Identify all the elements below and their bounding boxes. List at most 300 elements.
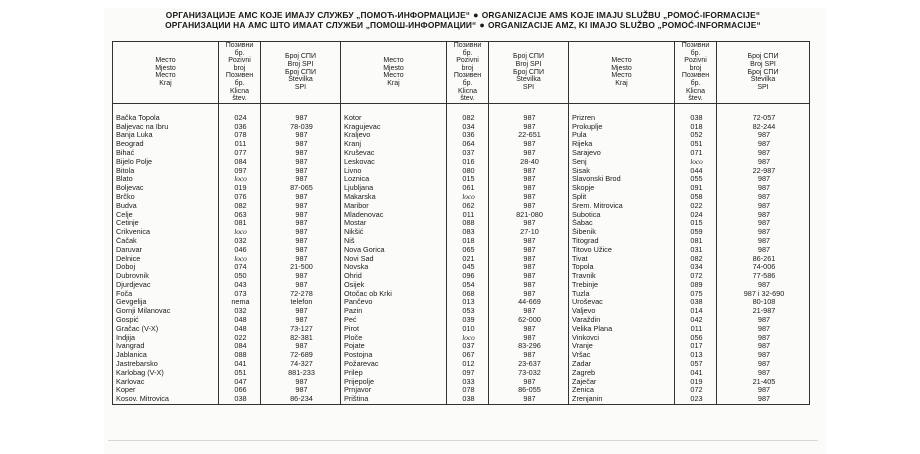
dial-code: 041 xyxy=(675,369,717,378)
spi-number: 987 xyxy=(489,193,569,202)
column-header-place: Место Mjesto Место Kraj xyxy=(113,42,219,104)
dial-code: 042 xyxy=(675,316,717,325)
table-row xyxy=(113,219,810,228)
spacer-cell xyxy=(113,103,219,114)
dial-code: 043 xyxy=(219,281,261,290)
dial-code: 034 xyxy=(447,123,489,132)
place-name: Ljubljana xyxy=(341,184,447,193)
dial-code: loco xyxy=(219,175,261,184)
place-name: Budva xyxy=(113,202,219,211)
place-name: Gospić xyxy=(113,316,219,325)
spi-number: 87-065 xyxy=(261,184,341,193)
place-name: Nikšić xyxy=(341,228,447,237)
place-name: Zrenjanin xyxy=(569,395,675,404)
dial-code: 061 xyxy=(447,184,489,193)
table-row xyxy=(113,114,810,123)
dial-code: 046 xyxy=(219,246,261,255)
table-row xyxy=(113,237,810,246)
spi-number: 987 xyxy=(261,219,341,228)
place-name: Vinkovci xyxy=(569,334,675,343)
dial-code: 096 xyxy=(447,272,489,281)
spi-number: 987 xyxy=(261,281,341,290)
place-name: Zagreb xyxy=(569,369,675,378)
column-header-dial-code: Позивни бр. Pozivni broj Позивен бр. Klicna štev. xyxy=(675,42,717,104)
spi-number: 987 xyxy=(717,202,810,211)
dial-code: 097 xyxy=(447,369,489,378)
dial-code: 072 xyxy=(675,386,717,395)
place-name: Loznica xyxy=(341,175,447,184)
place-name: Gornji Milanovac xyxy=(113,307,219,316)
spi-number: 987 xyxy=(489,237,569,246)
dial-code: 081 xyxy=(219,219,261,228)
place-name: Pirot xyxy=(341,325,447,334)
place-name: Prilep xyxy=(341,369,447,378)
dial-code: nema xyxy=(219,298,261,307)
spi-number: 22-987 xyxy=(717,167,810,176)
spi-number: 881-233 xyxy=(261,369,341,378)
dial-code: 024 xyxy=(219,114,261,123)
table-row xyxy=(113,307,810,316)
table-row xyxy=(113,360,810,369)
spi-number: 987 xyxy=(717,237,810,246)
column-header-dial-code: Позивни бр. Pozivni broj Позивен бр. Klicna štev. xyxy=(219,42,261,104)
spi-number: 80-108 xyxy=(717,298,810,307)
spi-number: 86-234 xyxy=(261,395,341,404)
place-name: Subotica xyxy=(569,211,675,220)
bullet-icon: ● xyxy=(479,20,485,30)
place-name: Novska xyxy=(341,263,447,272)
dial-code: 059 xyxy=(675,228,717,237)
place-name: Velika Plana xyxy=(569,325,675,334)
heading-line-2 xyxy=(108,20,818,30)
table-row xyxy=(113,255,810,264)
dial-code: 063 xyxy=(219,211,261,220)
dial-code: 065 xyxy=(447,246,489,255)
dial-code: 082 xyxy=(219,202,261,211)
dial-code: 018 xyxy=(675,123,717,132)
dial-code: 084 xyxy=(219,342,261,351)
spi-number: 987 xyxy=(489,325,569,334)
dial-code: 058 xyxy=(675,193,717,202)
table-row xyxy=(113,386,810,395)
table-row xyxy=(113,325,810,334)
dial-code: loco xyxy=(675,158,717,167)
dial-code: 023 xyxy=(675,395,717,404)
table-row xyxy=(113,369,810,378)
table-row xyxy=(113,395,810,404)
dial-code: 022 xyxy=(675,202,717,211)
spi-number: 21-500 xyxy=(261,263,341,272)
table-row xyxy=(113,149,810,158)
dial-code: 051 xyxy=(219,369,261,378)
dial-code: 012 xyxy=(447,360,489,369)
spi-number: 987 xyxy=(261,167,341,176)
dial-code: 055 xyxy=(675,175,717,184)
place-name: Gevgelija xyxy=(113,298,219,307)
dial-code: 057 xyxy=(675,360,717,369)
spi-number: 987 xyxy=(489,114,569,123)
spi-number: 82-381 xyxy=(261,334,341,343)
dial-code: 067 xyxy=(447,351,489,360)
place-name: Srem. Mitrovica xyxy=(569,202,675,211)
spi-number: 987 xyxy=(717,386,810,395)
place-name: Zadar xyxy=(569,360,675,369)
place-name: Osijek xyxy=(341,281,447,290)
dial-code: 083 xyxy=(447,228,489,237)
spi-number: 22-651 xyxy=(489,131,569,140)
place-name: Prizren xyxy=(569,114,675,123)
table-row xyxy=(113,281,810,290)
dial-code: 082 xyxy=(675,255,717,264)
spacer-cell xyxy=(219,103,261,114)
dial-code: 032 xyxy=(219,307,261,316)
place-name: Zaječar xyxy=(569,378,675,387)
spi-number: 987 xyxy=(717,342,810,351)
spi-number: 987 xyxy=(489,378,569,387)
table-row xyxy=(113,272,810,281)
spi-number: 987 xyxy=(717,281,810,290)
table-row xyxy=(113,334,810,343)
place-name: Travnik xyxy=(569,272,675,281)
place-name: Brčko xyxy=(113,193,219,202)
spi-number: 987 xyxy=(717,219,810,228)
place-name: Novi Sad xyxy=(341,255,447,264)
table-row xyxy=(113,290,810,299)
place-name: Pojate xyxy=(341,342,447,351)
place-name: Titovo Užice xyxy=(569,246,675,255)
dial-code: 073 xyxy=(219,290,261,299)
dial-code: 045 xyxy=(447,263,489,272)
spi-number: 987 xyxy=(261,342,341,351)
place-name: Šibenik xyxy=(569,228,675,237)
dial-code: 097 xyxy=(219,167,261,176)
place-name: Niš xyxy=(341,237,447,246)
place-name: Valjevo xyxy=(569,307,675,316)
place-name: Dubrovnik xyxy=(113,272,219,281)
spi-number: 74-006 xyxy=(717,263,810,272)
spi-number: 987 xyxy=(261,378,341,387)
spi-number: 987 xyxy=(489,263,569,272)
spi-number: 987 xyxy=(489,334,569,343)
place-name: Kruševac xyxy=(341,149,447,158)
place-name: Priština xyxy=(341,395,447,404)
spi-number: 987 xyxy=(261,237,341,246)
spi-number: 86-055 xyxy=(489,386,569,395)
place-name: Topola xyxy=(569,263,675,272)
place-name: Kranj xyxy=(341,140,447,149)
spi-number: 77-586 xyxy=(717,272,810,281)
place-name: Leskovac xyxy=(341,158,447,167)
dial-code: 091 xyxy=(675,184,717,193)
spi-number: 987 xyxy=(489,202,569,211)
dial-code: 052 xyxy=(675,131,717,140)
place-name: Zenica xyxy=(569,386,675,395)
dial-code: 016 xyxy=(447,158,489,167)
table-row xyxy=(113,246,810,255)
spi-number: 73-127 xyxy=(261,325,341,334)
place-name: Prnjavor xyxy=(341,386,447,395)
spi-number: 987 xyxy=(489,175,569,184)
spi-number: 987 xyxy=(717,316,810,325)
heading-2-latin: ORGANIZACIJE AMZ, KI IMAJO SLUŽBO „POMOĆ-INFORMACIJE“ xyxy=(488,20,761,30)
spi-number: 987 xyxy=(489,255,569,264)
place-name: Sisak xyxy=(569,167,675,176)
dial-code: 051 xyxy=(675,140,717,149)
spi-number: 28-40 xyxy=(489,158,569,167)
dial-code: 072 xyxy=(675,272,717,281)
place-name: Postojna xyxy=(341,351,447,360)
spi-number: 987 xyxy=(489,167,569,176)
dial-code: 075 xyxy=(675,290,717,299)
place-name: Vranje xyxy=(569,342,675,351)
spi-number: 987 xyxy=(261,158,341,167)
dial-code: 015 xyxy=(675,219,717,228)
spi-number: 987 xyxy=(717,140,810,149)
place-name: Kosov. Mitrovica xyxy=(113,395,219,404)
place-name: Vršac xyxy=(569,351,675,360)
place-name: Gračac (V-X) xyxy=(113,325,219,334)
spacer-cell xyxy=(717,103,810,114)
place-name: Blato xyxy=(113,175,219,184)
spacer-cell xyxy=(569,103,675,114)
place-name: Šabac xyxy=(569,219,675,228)
column-header-spi-number: Број СПИ Broj SPI Број СПИ Številka SPI xyxy=(261,42,341,104)
dial-code: 053 xyxy=(447,307,489,316)
spi-number: 987 xyxy=(261,246,341,255)
dial-code: 019 xyxy=(675,378,717,387)
dial-code: 056 xyxy=(675,334,717,343)
place-name: Čačak xyxy=(113,237,219,246)
dial-code: loco xyxy=(447,193,489,202)
table-row xyxy=(113,193,810,202)
spi-number: 987 xyxy=(489,184,569,193)
table-row xyxy=(113,298,810,307)
dial-code: 044 xyxy=(675,167,717,176)
dial-code: 048 xyxy=(219,325,261,334)
dial-code: 037 xyxy=(447,149,489,158)
spi-number: 987 xyxy=(717,228,810,237)
spi-number: 78-039 xyxy=(261,123,341,132)
spi-number: 82-244 xyxy=(717,123,810,132)
dial-code: 013 xyxy=(447,298,489,307)
dial-code: 036 xyxy=(219,123,261,132)
table-row xyxy=(113,175,810,184)
dial-code: 082 xyxy=(447,114,489,123)
place-name: Prokuplje xyxy=(569,123,675,132)
place-name: Daruvar xyxy=(113,246,219,255)
heading-1-latin: ORGANIZACIJE AMS KOJE IMAJU SLUŽBU „POMOĆ-IFORMACIJE“ xyxy=(481,10,761,20)
spi-number: 21-987 xyxy=(717,307,810,316)
dial-code: 011 xyxy=(219,140,261,149)
place-name: Pančevo xyxy=(341,298,447,307)
dial-code: 071 xyxy=(675,149,717,158)
place-name: Nova Gorica xyxy=(341,246,447,255)
place-name: Indjija xyxy=(113,334,219,343)
table-row xyxy=(113,158,810,167)
spi-number: 83-296 xyxy=(489,342,569,351)
place-name: Slavonski Brod xyxy=(569,175,675,184)
table-row xyxy=(113,131,810,140)
place-name: Trebinje xyxy=(569,281,675,290)
place-name: Tivat xyxy=(569,255,675,264)
dial-code: 015 xyxy=(447,175,489,184)
heading-2-cyrillic: ОРГАНИЗАЦИИ НА АМС ШТО ИМААТ СЛУЖБИ „ПОМОШ-ИНФОРМАЦИИ“ xyxy=(165,20,477,30)
spi-number: 987 xyxy=(261,193,341,202)
place-name: Uroševac xyxy=(569,298,675,307)
dial-code: 024 xyxy=(675,211,717,220)
place-name: Boljevac xyxy=(113,184,219,193)
dial-code: 038 xyxy=(675,114,717,123)
dial-code: 038 xyxy=(447,395,489,404)
place-name: Doboj xyxy=(113,263,219,272)
dial-code: 047 xyxy=(219,378,261,387)
table-row xyxy=(113,378,810,387)
dial-code: 014 xyxy=(675,307,717,316)
place-name: Mostar xyxy=(341,219,447,228)
spi-number: 987 i 32-690 xyxy=(717,290,810,299)
heading-1-cyrillic: ОРГАНИЗАЦИЈЕ АМС КОЈЕ ИМАЈУ СЛУЖБУ „ПОМОЋ-ИНФОРМАЦИЈЕ“ xyxy=(165,10,471,20)
place-name: Požarevac xyxy=(341,360,447,369)
place-name: Titograd xyxy=(569,237,675,246)
dial-code: 048 xyxy=(219,316,261,325)
spi-number: 987 xyxy=(489,272,569,281)
column-header-place: Место Mjesto Место Kraj xyxy=(569,42,675,104)
place-name: Celje xyxy=(113,211,219,220)
dial-code: 084 xyxy=(219,158,261,167)
place-name: Foča xyxy=(113,290,219,299)
dial-code: 017 xyxy=(675,342,717,351)
dial-code: 036 xyxy=(447,131,489,140)
table-row xyxy=(113,228,810,237)
dial-code: 018 xyxy=(447,237,489,246)
spi-number: 62-000 xyxy=(489,316,569,325)
dial-code: 038 xyxy=(219,395,261,404)
dial-code: 037 xyxy=(447,342,489,351)
dial-code: 064 xyxy=(447,140,489,149)
place-name: Makarska xyxy=(341,193,447,202)
place-name: Varaždin xyxy=(569,316,675,325)
dial-code: 039 xyxy=(447,316,489,325)
spi-number: 73-032 xyxy=(489,369,569,378)
dial-code: 078 xyxy=(219,131,261,140)
spi-number: 987 xyxy=(717,175,810,184)
spi-number: 72-278 xyxy=(261,290,341,299)
dial-code: 038 xyxy=(675,298,717,307)
spi-number: 987 xyxy=(261,255,341,264)
spi-number: 987 xyxy=(717,334,810,343)
spi-number: 987 xyxy=(261,175,341,184)
dial-code: 013 xyxy=(675,351,717,360)
place-name: Prijepolje xyxy=(341,378,447,387)
table-row xyxy=(113,263,810,272)
spi-number: 987 xyxy=(717,149,810,158)
spacer-cell xyxy=(489,103,569,114)
table-row xyxy=(113,202,810,211)
dial-code: 032 xyxy=(219,237,261,246)
dial-code: 088 xyxy=(447,219,489,228)
dial-code: 011 xyxy=(447,211,489,220)
spi-number: 23-637 xyxy=(489,360,569,369)
spi-number: 987 xyxy=(717,184,810,193)
dial-code: 089 xyxy=(675,281,717,290)
dial-code: 050 xyxy=(219,272,261,281)
spacer-cell xyxy=(447,103,489,114)
place-name: Bihać xyxy=(113,149,219,158)
spi-number: 987 xyxy=(489,281,569,290)
page-bottom-rule xyxy=(108,440,818,441)
place-name: Pula xyxy=(569,131,675,140)
dial-code: 081 xyxy=(675,237,717,246)
spi-number: 44-669 xyxy=(489,298,569,307)
place-name: Kotor xyxy=(341,114,447,123)
table-row xyxy=(113,123,810,132)
spi-number: 987 xyxy=(489,395,569,404)
place-name: Otočac ob Krki xyxy=(341,290,447,299)
dial-code: 033 xyxy=(447,378,489,387)
spi-number: 21-405 xyxy=(717,378,810,387)
place-name: Ohrid xyxy=(341,272,447,281)
place-name: Jastrebarsko xyxy=(113,360,219,369)
spi-number: 987 xyxy=(261,386,341,395)
spi-number: 987 xyxy=(489,246,569,255)
dial-code: 019 xyxy=(219,184,261,193)
place-name: Ivangrad xyxy=(113,342,219,351)
dial-code: 034 xyxy=(675,263,717,272)
spi-number: 987 xyxy=(261,228,341,237)
amsa-info-table xyxy=(112,41,810,405)
spi-number: 86-261 xyxy=(717,255,810,264)
spi-number: 987 xyxy=(717,325,810,334)
place-name: Koper xyxy=(113,386,219,395)
spi-number: 987 xyxy=(261,114,341,123)
table-row xyxy=(113,184,810,193)
spi-number: 27-10 xyxy=(489,228,569,237)
table-row xyxy=(113,342,810,351)
dial-code: loco xyxy=(219,255,261,264)
dial-code: 066 xyxy=(219,386,261,395)
dial-code: 031 xyxy=(675,246,717,255)
dial-code: 068 xyxy=(447,290,489,299)
table-row xyxy=(113,316,810,325)
dial-code: loco xyxy=(219,228,261,237)
spi-number: 987 xyxy=(261,140,341,149)
place-name: Tuzla xyxy=(569,290,675,299)
place-name: Jablanica xyxy=(113,351,219,360)
place-name: Kragujevac xyxy=(341,123,447,132)
place-name: Peć xyxy=(341,316,447,325)
spi-number: 987 xyxy=(489,123,569,132)
column-header-spi-number: Број СПИ Broj SPI Број СПИ Številka SPI xyxy=(717,42,810,104)
spi-number: 987 xyxy=(489,351,569,360)
dial-code: 076 xyxy=(219,193,261,202)
spi-number: 987 xyxy=(261,149,341,158)
spi-number: 987 xyxy=(489,219,569,228)
place-name: Pazin xyxy=(341,307,447,316)
place-name: Bijelo Polje xyxy=(113,158,219,167)
place-name: Kraljevo xyxy=(341,131,447,140)
column-header-spi-number: Број СПИ Broj SPI Број СПИ Številka SPI xyxy=(489,42,569,104)
bullet-icon: ● xyxy=(473,10,479,20)
place-name: Rijeka xyxy=(569,140,675,149)
heading-line-1 xyxy=(108,10,818,20)
place-name: Crikvenica xyxy=(113,228,219,237)
table-row xyxy=(113,351,810,360)
place-name: Djurdjevac xyxy=(113,281,219,290)
table-row xyxy=(113,103,810,114)
table-row xyxy=(113,140,810,149)
place-name: Delnice xyxy=(113,255,219,264)
spacer-cell xyxy=(675,103,717,114)
